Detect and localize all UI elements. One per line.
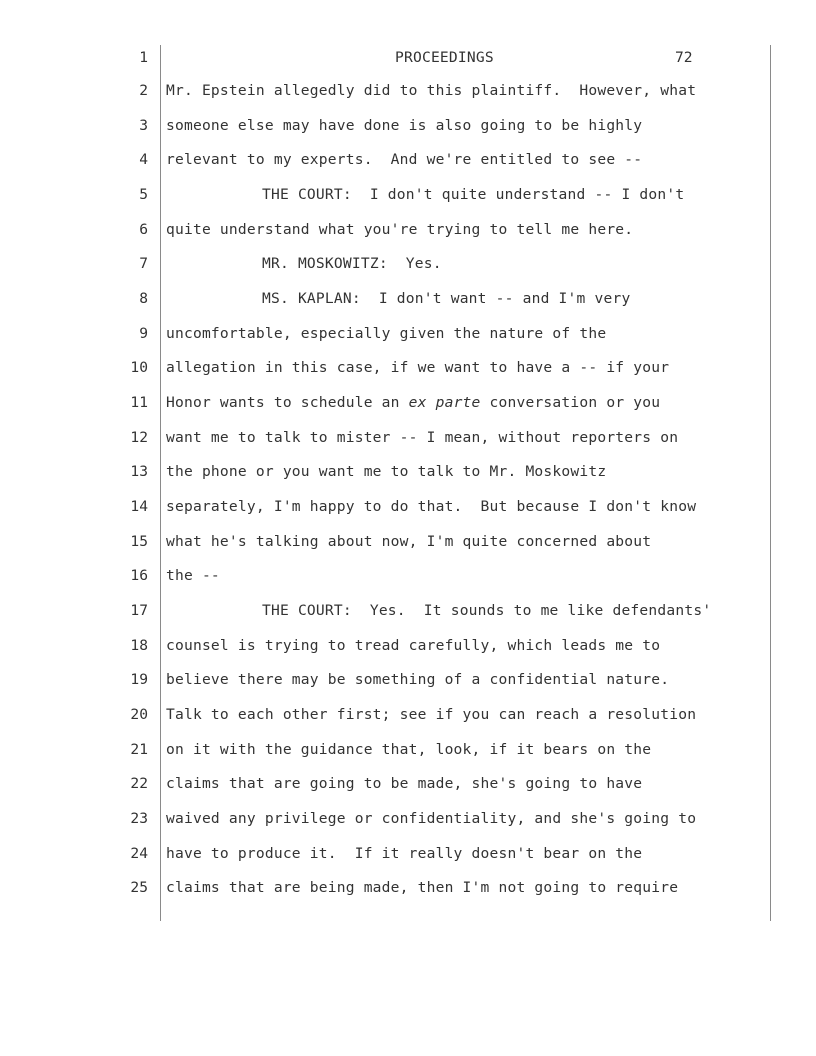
transcript-line-16 [0, 566, 816, 600]
transcript-line-2 [0, 81, 816, 115]
line-number: 21 [130, 741, 148, 758]
transcript-line-12 [0, 428, 816, 462]
line-text: claims that are being made, then I'm not going to require [166, 879, 679, 896]
line-text: what he's talking about now, I'm quite concerned about [166, 533, 652, 550]
transcript-line-14 [0, 497, 816, 531]
transcript-line-22 [0, 774, 816, 808]
line-text: THE COURT: Yes. It sounds to me like defendants' [262, 602, 712, 619]
transcript-line-19 [0, 670, 816, 704]
line-text: the phone or you want me to talk to Mr. Moskowitz [166, 463, 607, 480]
transcript-line-4 [0, 150, 816, 184]
line-text: THE COURT: I don't quite understand -- I don't [262, 186, 685, 203]
line-text: have to produce it. If it really doesn't bear on the [166, 845, 643, 862]
line-number: 7 [139, 255, 148, 272]
line-number: 22 [130, 775, 148, 792]
line-text-after: conversation or you [480, 394, 661, 411]
line-text: allegation in this case, if we want to have a -- if your [166, 359, 670, 376]
line-text: MS. KAPLAN: I don't want -- and I'm very [262, 290, 631, 307]
transcript-line-21 [0, 740, 816, 774]
line-text: MR. MOSKOWITZ: Yes. [262, 255, 442, 272]
line-number: 4 [139, 151, 148, 168]
line-number: 10 [130, 359, 148, 376]
line-text: believe there may be something of a confidential nature. [166, 671, 670, 688]
line-number: 11 [130, 394, 148, 411]
transcript-line-23 [0, 809, 816, 843]
transcript-line-5 [0, 185, 816, 219]
line-text [166, 393, 660, 413]
transcript-line-24 [0, 844, 816, 878]
line-number: 3 [139, 117, 148, 134]
transcript-line-15 [0, 532, 816, 566]
line-number: 14 [130, 498, 148, 515]
transcript-line-7 [0, 254, 816, 288]
line-text: counsel is trying to tread carefully, which leads me to [166, 637, 661, 654]
line-number: 19 [130, 671, 148, 688]
transcript-line-11 [0, 393, 816, 427]
transcript-line-9 [0, 324, 816, 358]
line-text: relevant to my experts. And we're entitled to see -- [166, 151, 643, 168]
line-number: 24 [130, 845, 148, 862]
transcript-line-25 [0, 878, 816, 912]
line-number: 18 [130, 637, 148, 654]
line-text: on it with the guidance that, look, if it bears on the [166, 741, 652, 758]
line-number: 12 [130, 429, 148, 446]
line-text: separately, I'm happy to do that. But because I don't know [166, 498, 697, 515]
line-text-before: Honor wants to schedule an [166, 394, 409, 411]
line-number: 1 [139, 49, 148, 66]
line-number: 5 [139, 186, 148, 203]
transcript-line-1 [0, 48, 816, 82]
line-number: 17 [130, 602, 148, 619]
line-text: quite understand what you're trying to tell me here. [166, 221, 634, 238]
line-number: 6 [139, 221, 148, 238]
line-number: 15 [130, 533, 148, 550]
transcript-line-3 [0, 116, 816, 150]
line-text: someone else may have done is also going to be highly [166, 117, 643, 134]
line-number: 8 [139, 290, 148, 307]
transcript-line-8 [0, 289, 816, 323]
line-text: the -- [166, 567, 220, 584]
transcript-line-17 [0, 601, 816, 635]
line-text: Talk to each other first; see if you can reach a resolution [166, 706, 697, 723]
transcript-line-20 [0, 705, 816, 739]
transcript-line-10 [0, 358, 816, 392]
page-header-title: PROCEEDINGS [395, 49, 494, 66]
line-number: 25 [130, 879, 148, 896]
line-number: 23 [130, 810, 148, 827]
line-text: want me to talk to mister -- I mean, without reporters on [166, 429, 679, 446]
line-number: 13 [130, 463, 148, 480]
line-text: claims that are going to be made, she's going to have [166, 775, 643, 792]
transcript-line-6 [0, 220, 816, 254]
line-text: waived any privilege or confidentiality, and she's going to [166, 810, 697, 827]
line-number: 16 [130, 567, 148, 584]
page-number: 72 [675, 49, 693, 66]
line-text-italic: ex parte [408, 394, 481, 411]
transcript-line-18 [0, 636, 816, 670]
line-number: 2 [139, 82, 148, 99]
line-number: 9 [139, 325, 148, 342]
transcript-line-13 [0, 462, 816, 496]
line-text: Mr. Epstein allegedly did to this plaintiff. However, what [166, 82, 697, 99]
line-number: 20 [130, 706, 148, 723]
line-text: uncomfortable, especially given the nature of the [166, 325, 607, 342]
